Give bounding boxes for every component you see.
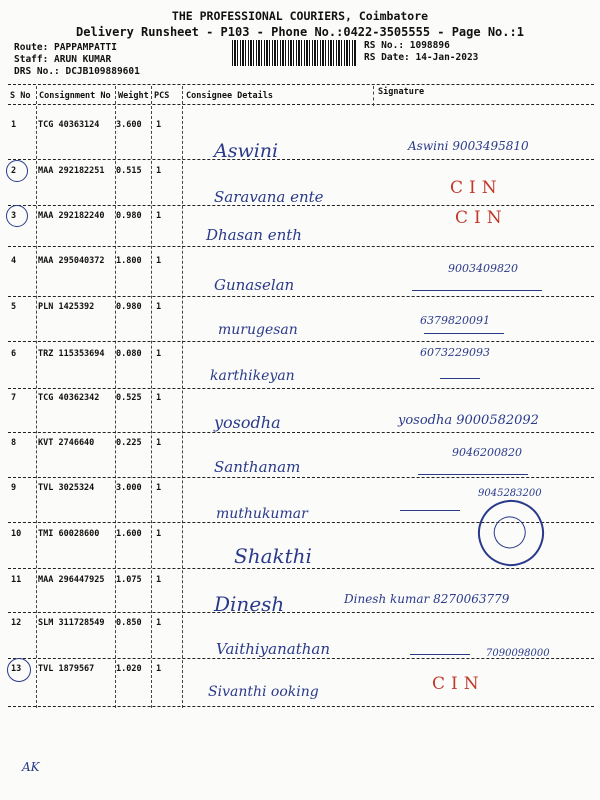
row-consignment: KVT 2746640 [38, 438, 95, 448]
row-sno: 9 [11, 483, 17, 493]
row-consignment: MAA 296447925 [38, 575, 105, 585]
col-weight: Weight [118, 91, 149, 101]
row-consignee-handwritten: Gunaselan [214, 276, 295, 294]
signature-scribble [412, 290, 542, 291]
row-signature-cin: CIN [432, 674, 485, 694]
staff-label: Staff: ARUN KUMAR [14, 54, 112, 65]
circle-mark [6, 160, 28, 182]
row-sno: 7 [11, 393, 17, 403]
col-divider [182, 86, 183, 708]
row-separator [8, 432, 594, 433]
row-consignee-handwritten: Sivanthi ooking [208, 684, 319, 700]
row-consignee-handwritten: murugesan [218, 322, 298, 338]
row-pcs: 1 [156, 618, 162, 628]
row-pcs: 1 [156, 166, 162, 176]
row-pcs: 1 [156, 529, 162, 539]
row-pcs: 1 [156, 211, 162, 221]
col-sno: S No [10, 91, 31, 101]
row-separator [8, 568, 594, 569]
row-separator [8, 612, 594, 613]
row-consignee-handwritten: Dinesh [214, 592, 285, 616]
header-rule-bottom [8, 104, 594, 105]
row-signature: yosodha 9000582092 [398, 413, 539, 428]
col-divider [151, 86, 152, 708]
signature-scribble [424, 333, 504, 334]
row-consignee-handwritten: Shakthi [234, 544, 312, 568]
col-signature: Signature [378, 87, 425, 97]
row-consignment: TMI 60028600 [38, 529, 100, 539]
drs-number: DRS No.: DCJB109889601 [14, 66, 140, 77]
row-pcs: 1 [156, 302, 162, 312]
signature-scribble [418, 474, 528, 475]
row-signature: 6379820091 [420, 314, 490, 327]
header-rule-top [8, 84, 594, 85]
col-pcs: PCS [154, 91, 170, 101]
row-signature: 7090098000 [486, 648, 550, 659]
row-consignment: MAA 292182240 [38, 211, 105, 221]
barcode [232, 40, 356, 66]
row-signature-cin: CIN [455, 208, 508, 228]
row-sno: 2 [11, 166, 17, 176]
row-consignment: TRZ 115353694 [38, 349, 105, 359]
row-weight: 1.020 [116, 664, 142, 674]
row-consignee-handwritten: muthukumar [216, 506, 308, 522]
row-pcs: 1 [156, 256, 162, 266]
row-sno: 6 [11, 349, 17, 359]
row-weight: 0.525 [116, 393, 142, 403]
row-consignee-handwritten: karthikeyan [210, 368, 295, 384]
row-pcs: 1 [156, 349, 162, 359]
row-consignment: TVL 1879567 [38, 664, 95, 674]
row-signature: 9046200820 [452, 446, 522, 459]
col-divider [373, 86, 374, 106]
row-pcs: 1 [156, 575, 162, 585]
runsheet-subtitle: Delivery Runsheet - P103 - Phone No.:0422-3505555 - Page No.:1 [76, 25, 524, 39]
row-sno: 8 [11, 438, 17, 448]
row-signature: 9003409820 [448, 262, 518, 275]
row-weight: 0.980 [116, 211, 142, 221]
row-consignment: MAA 292182251 [38, 166, 105, 176]
row-separator [8, 341, 594, 342]
signature-scribble [400, 510, 460, 511]
row-separator [8, 477, 594, 478]
row-sno: 11 [11, 575, 22, 585]
row-consignee-handwritten: Saravana ente [214, 188, 324, 206]
signature-scribble [440, 378, 480, 379]
row-separator [8, 296, 594, 297]
col-consignment: Consignment No [39, 91, 111, 101]
row-sno: 3 [11, 211, 17, 221]
row-weight: 3.600 [116, 120, 142, 130]
row-signature: 6073229093 [420, 346, 490, 359]
row-separator [8, 159, 594, 160]
row-consignee-handwritten: Vaithiyanathan [216, 640, 330, 658]
row-pcs: 1 [156, 664, 162, 674]
row-consignee-handwritten: Dhasan enth [206, 226, 302, 244]
row-consignment: TVL 3025324 [38, 483, 95, 493]
row-consignment: SLM 311728549 [38, 618, 105, 628]
rs-date: RS Date: 14-Jan-2023 [364, 52, 479, 63]
row-sno: 5 [11, 302, 17, 312]
row-weight: 0.980 [116, 302, 142, 312]
row-weight: 0.515 [116, 166, 142, 176]
row-weight: 3.000 [116, 483, 142, 493]
row-separator [8, 246, 594, 247]
row-pcs: 1 [156, 483, 162, 493]
row-signature: Aswini 9003495810 [408, 139, 529, 153]
row-consignment: TCG 40363124 [38, 120, 100, 130]
row-weight: 1.075 [116, 575, 142, 585]
company-title: THE PROFESSIONAL COURIERS, Coimbatore [171, 9, 429, 23]
row-consignment: MAA 295040372 [38, 256, 105, 266]
row-consignee-handwritten: Aswini [214, 140, 279, 162]
col-divider [36, 86, 37, 708]
row-sno: 4 [11, 256, 17, 266]
row-sno: 10 [11, 529, 22, 539]
route-label: Route: PAPPAMPATTI [14, 42, 117, 53]
row-weight: 0.225 [116, 438, 142, 448]
circle-mark [6, 205, 28, 227]
row-sno: 12 [11, 618, 22, 628]
row-sno: 13 [11, 664, 22, 674]
col-consignee-details: Consignee Details [186, 91, 273, 101]
row-pcs: 1 [156, 438, 162, 448]
row-signature: Dinesh kumar 8270063779 [344, 592, 510, 606]
row-weight: 0.080 [116, 349, 142, 359]
row-signature: 9045283200 [478, 488, 542, 499]
company-seal-stamp [469, 491, 554, 576]
row-consignee-handwritten: yosodha [214, 413, 281, 432]
row-weight: 1.800 [116, 256, 142, 266]
row-consignment: TCG 40362342 [38, 393, 100, 403]
row-sno: 1 [11, 120, 17, 130]
row-separator [8, 388, 594, 389]
row-signature-cin: CIN [450, 178, 503, 198]
row-pcs: 1 [156, 393, 162, 403]
row-pcs: 1 [156, 120, 162, 130]
row-separator [8, 706, 594, 707]
row-consignee-handwritten: Santhanam [214, 458, 301, 476]
row-consignment: PLN 1425392 [38, 302, 95, 312]
row-weight: 0.850 [116, 618, 142, 628]
rs-number: RS No.: 1098896 [364, 40, 450, 51]
footer-initials: AK [22, 760, 40, 774]
row-weight: 1.600 [116, 529, 142, 539]
signature-scribble [410, 654, 470, 655]
